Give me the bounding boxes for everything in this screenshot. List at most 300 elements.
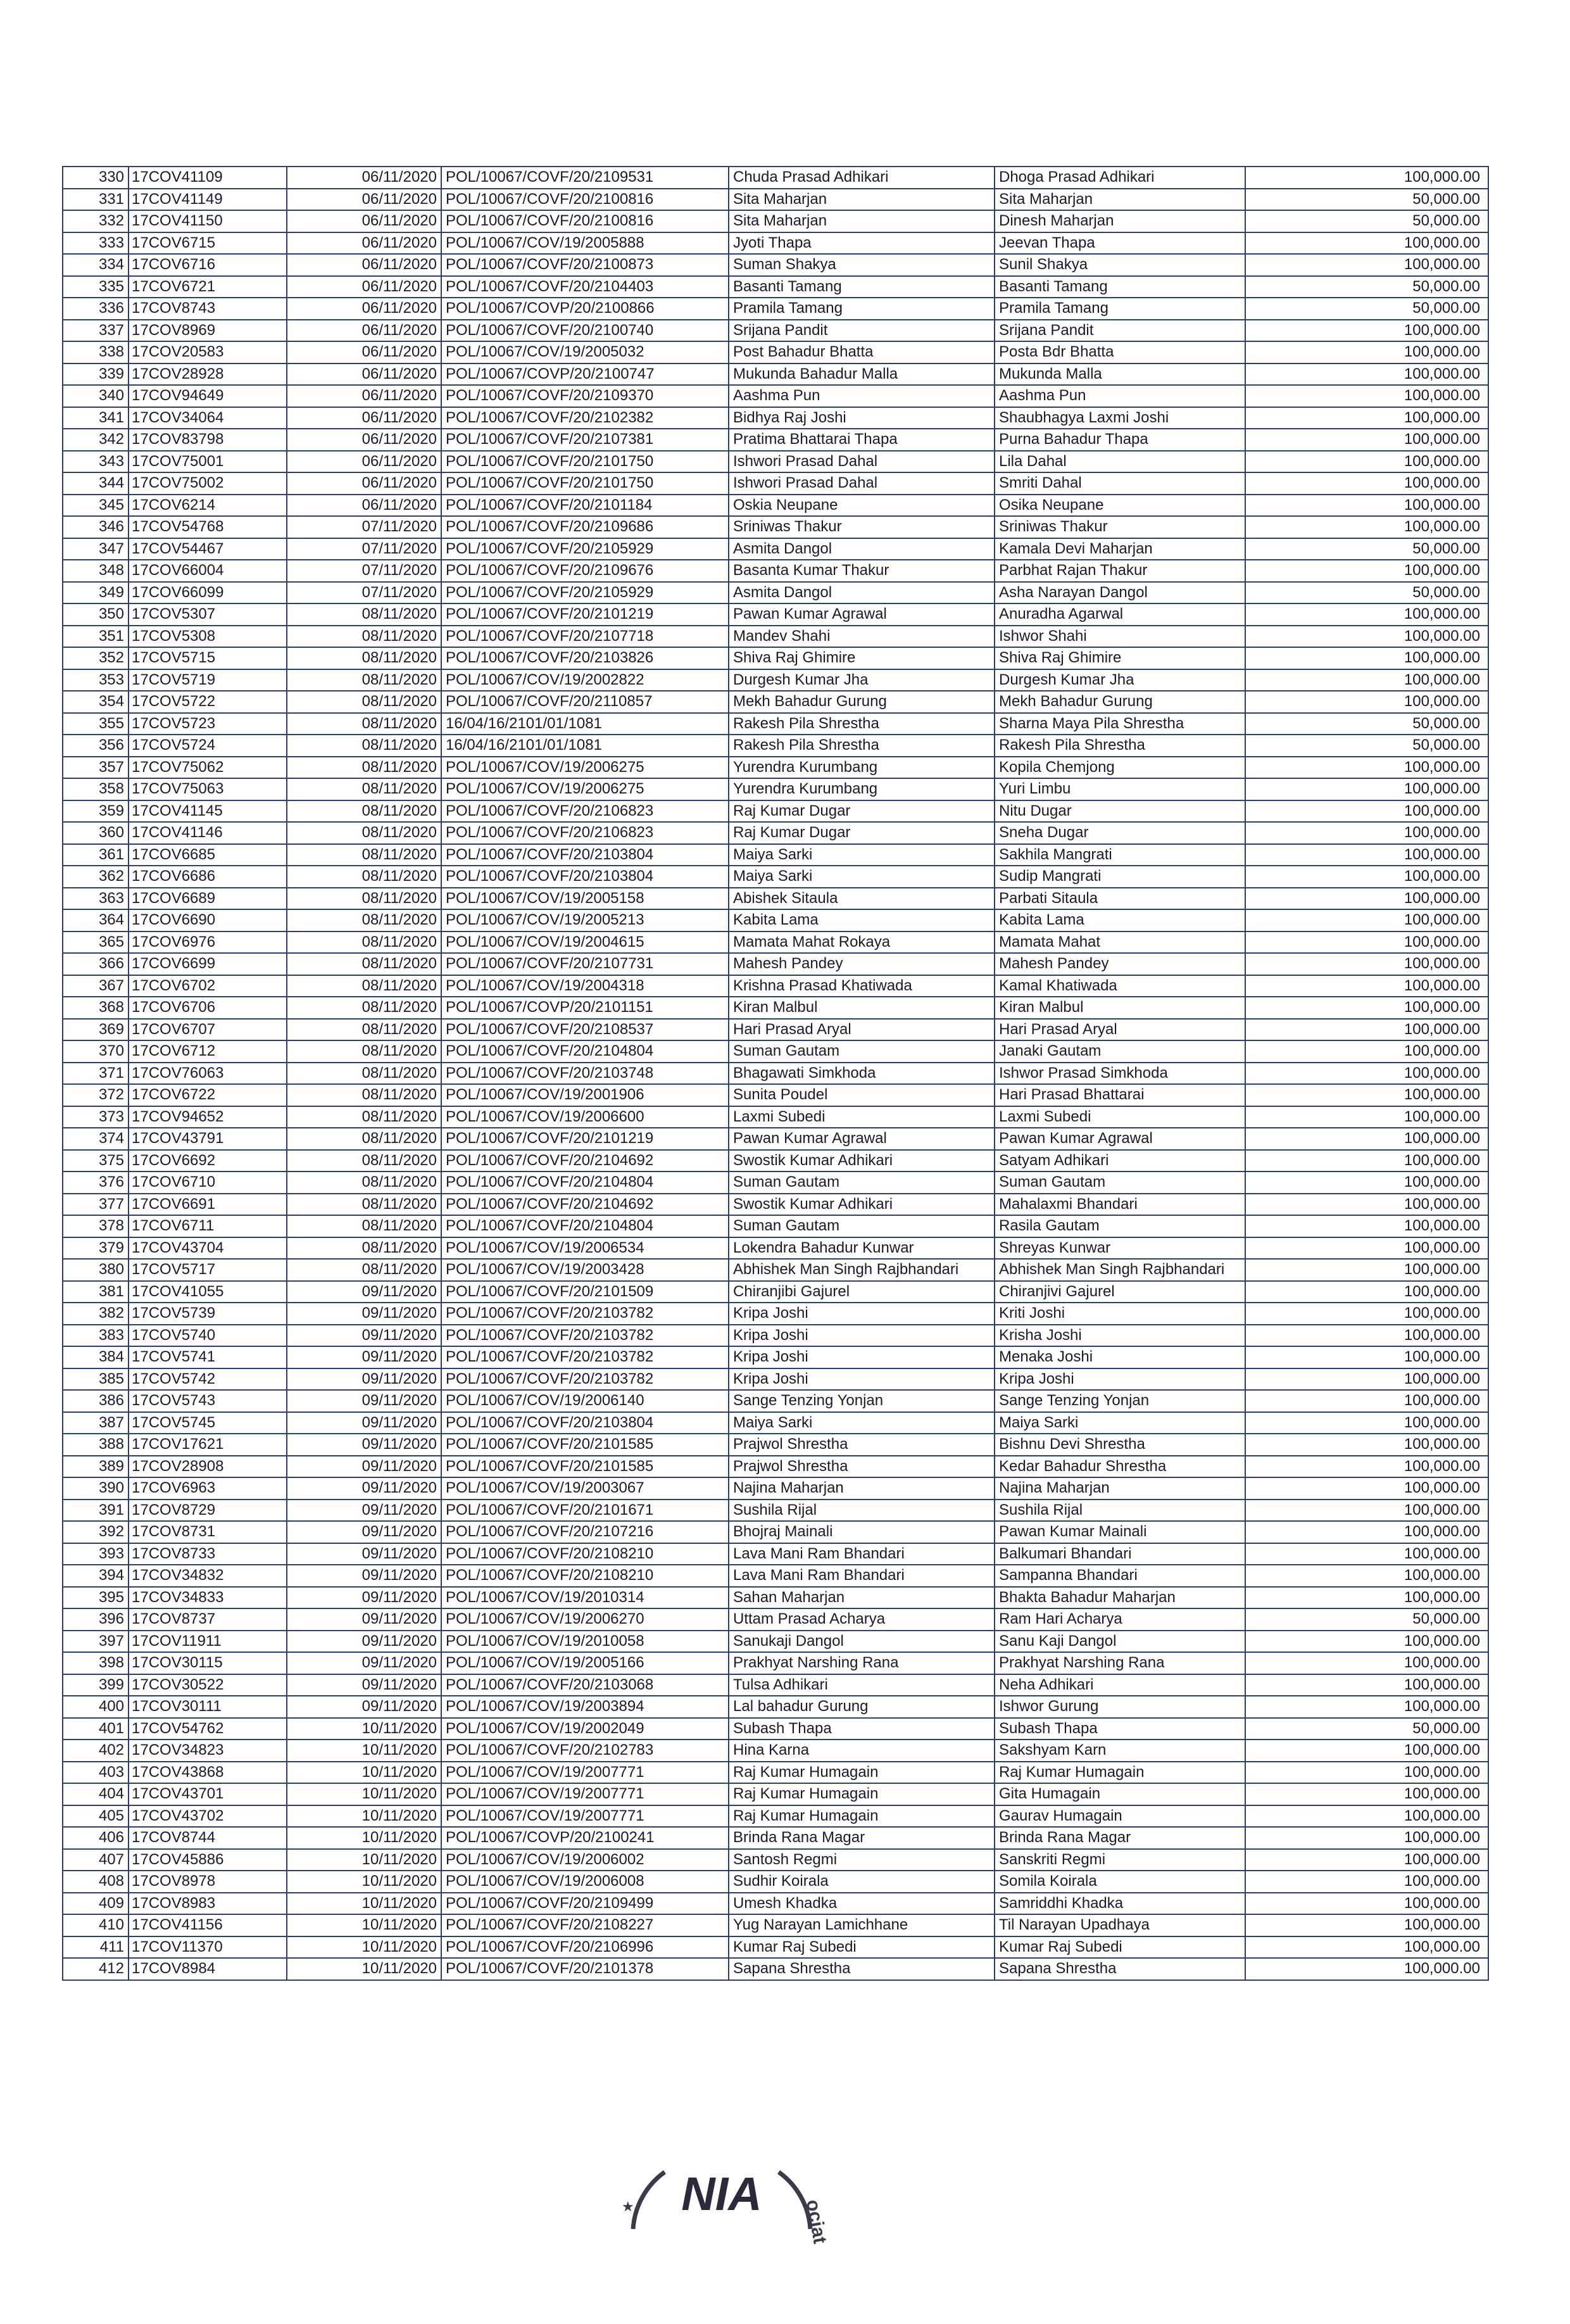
serial-number-cell: 340 <box>63 385 129 407</box>
serial-number-cell: 367 <box>63 975 129 997</box>
policy-number-cell: POL/10067/COVF/20/2105929 <box>441 582 729 604</box>
claim-date-cell: 08/11/2020 <box>287 1128 441 1150</box>
claimant-name-cell: Ishwor Prasad Simkhoda <box>995 1063 1245 1085</box>
claim-amount-cell: 100,000.00 <box>1245 1303 1488 1325</box>
claimant-name-cell: Jeevan Thapa <box>995 232 1245 255</box>
claimant-name-cell: Srijana Pandit <box>995 320 1245 342</box>
claim-date-cell: 08/11/2020 <box>287 1040 441 1063</box>
serial-number-cell: 350 <box>63 603 129 626</box>
claim-id-cell: 17COV41055 <box>129 1281 287 1303</box>
table-row <box>63 1346 1488 1368</box>
insured-name-cell: Ishwori Prasad Dahal <box>729 451 995 473</box>
claim-date-cell: 10/11/2020 <box>287 1936 441 1959</box>
claim-id-cell: 17COV34832 <box>129 1565 287 1587</box>
serial-number-cell: 341 <box>63 407 129 429</box>
insured-name-cell: Aashma Pun <box>729 385 995 407</box>
claim-id-cell: 17COV6963 <box>129 1477 287 1500</box>
policy-number-cell: POL/10067/COVF/20/2108227 <box>441 1914 729 1936</box>
policy-number-cell: POL/10067/COVF/20/2100740 <box>441 320 729 342</box>
claim-date-cell: 09/11/2020 <box>287 1565 441 1587</box>
claim-amount-cell: 100,000.00 <box>1245 1893 1488 1915</box>
table-row <box>63 451 1488 473</box>
claim-id-cell: 17COV6685 <box>129 844 287 866</box>
insured-name-cell: Sita Maharjan <box>729 189 995 211</box>
claimant-name-cell: Balkumari Bhandari <box>995 1543 1245 1565</box>
table-row <box>63 1608 1488 1631</box>
claim-date-cell: 06/11/2020 <box>287 298 441 320</box>
policy-number-cell: POL/10067/COV/19/2007771 <box>441 1762 729 1784</box>
claim-id-cell: 17COV5719 <box>129 669 287 692</box>
policy-number-cell: POL/10067/COV/19/2001906 <box>441 1084 729 1106</box>
claim-amount-cell: 100,000.00 <box>1245 407 1488 429</box>
insured-name-cell: Santosh Regmi <box>729 1849 995 1871</box>
claim-id-cell: 17COV5722 <box>129 691 287 713</box>
claim-id-cell: 17COV54467 <box>129 538 287 560</box>
insured-name-cell: Maiya Sarki <box>729 844 995 866</box>
table-row <box>63 1084 1488 1106</box>
insured-name-cell: Umesh Khadka <box>729 1893 995 1915</box>
serial-number-cell: 380 <box>63 1259 129 1281</box>
table-row <box>63 538 1488 560</box>
serial-number-cell: 331 <box>63 189 129 211</box>
claim-amount-cell: 100,000.00 <box>1245 997 1488 1019</box>
insured-name-cell: Maiya Sarki <box>729 866 995 888</box>
claim-id-cell: 17COV8984 <box>129 1958 287 1980</box>
claim-date-cell: 10/11/2020 <box>287 1849 441 1871</box>
claim-amount-cell: 100,000.00 <box>1245 1390 1488 1412</box>
policy-number-cell: POL/10067/COVF/20/2108210 <box>441 1565 729 1587</box>
claimant-name-cell: Purna Bahadur Thapa <box>995 429 1245 451</box>
claim-id-cell: 17COV83798 <box>129 429 287 451</box>
claim-id-cell: 17COV41145 <box>129 800 287 823</box>
claimant-name-cell: Pramila Tamang <box>995 298 1245 320</box>
claim-id-cell: 17COV45886 <box>129 1849 287 1871</box>
claimant-name-cell: Sushila Rijal <box>995 1500 1245 1522</box>
claim-id-cell: 17COV6712 <box>129 1040 287 1063</box>
claim-id-cell: 17COV20583 <box>129 341 287 363</box>
serial-number-cell: 395 <box>63 1587 129 1609</box>
claim-amount-cell: 50,000.00 <box>1245 276 1488 298</box>
table-row <box>63 1171 1488 1194</box>
claim-date-cell: 09/11/2020 <box>287 1543 441 1565</box>
serial-number-cell: 343 <box>63 451 129 473</box>
claimant-name-cell: Smriti Dahal <box>995 472 1245 495</box>
policy-number-cell: POL/10067/COVF/20/2108537 <box>441 1019 729 1041</box>
claimant-name-cell: Brinda Rana Magar <box>995 1827 1245 1849</box>
policy-number-cell: POL/10067/COVF/20/2104692 <box>441 1150 729 1172</box>
claim-amount-cell: 100,000.00 <box>1245 232 1488 255</box>
claim-id-cell: 17COV6710 <box>129 1171 287 1194</box>
claim-amount-cell: 50,000.00 <box>1245 735 1488 757</box>
policy-number-cell: POL/10067/COV/19/2004318 <box>441 975 729 997</box>
claim-amount-cell: 100,000.00 <box>1245 626 1488 648</box>
claim-date-cell: 08/11/2020 <box>287 778 441 800</box>
claim-id-cell: 17COV54762 <box>129 1718 287 1740</box>
policy-number-cell: POL/10067/COV/19/2005158 <box>441 888 729 910</box>
table-row <box>63 495 1488 517</box>
claim-date-cell: 08/11/2020 <box>287 713 441 735</box>
claimant-name-cell: Sharna Maya Pila Shrestha <box>995 713 1245 735</box>
claim-id-cell: 17COV6699 <box>129 953 287 975</box>
insured-name-cell: Kiran Malbul <box>729 997 995 1019</box>
claim-amount-cell: 100,000.00 <box>1245 757 1488 779</box>
claim-amount-cell: 100,000.00 <box>1245 822 1488 844</box>
claim-date-cell: 08/11/2020 <box>287 975 441 997</box>
claim-amount-cell: 100,000.00 <box>1245 1500 1488 1522</box>
insured-name-cell: Sahan Maharjan <box>729 1587 995 1609</box>
claim-id-cell: 17COV11370 <box>129 1936 287 1959</box>
table-row <box>63 254 1488 276</box>
serial-number-cell: 345 <box>63 495 129 517</box>
claimant-name-cell: Mamata Mahat <box>995 931 1245 954</box>
claim-date-cell: 09/11/2020 <box>287 1521 441 1543</box>
table-row <box>63 1718 1488 1740</box>
serial-number-cell: 354 <box>63 691 129 713</box>
claimant-name-cell: Sneha Dugar <box>995 822 1245 844</box>
insured-name-cell: Hina Karna <box>729 1740 995 1762</box>
table-row <box>63 1543 1488 1565</box>
table-row <box>63 1871 1488 1893</box>
serial-number-cell: 394 <box>63 1565 129 1587</box>
table-row <box>63 1019 1488 1041</box>
table-row <box>63 276 1488 298</box>
serial-number-cell: 393 <box>63 1543 129 1565</box>
table-row <box>63 953 1488 975</box>
claim-date-cell: 06/11/2020 <box>287 385 441 407</box>
policy-number-cell: POL/10067/COV/19/2006002 <box>441 1849 729 1871</box>
table-row <box>63 320 1488 342</box>
claim-amount-cell: 100,000.00 <box>1245 254 1488 276</box>
insured-name-cell: Mekh Bahadur Gurung <box>729 691 995 713</box>
claim-date-cell: 08/11/2020 <box>287 691 441 713</box>
policy-number-cell: POL/10067/COVF/20/2109686 <box>441 516 729 538</box>
serial-number-cell: 389 <box>63 1456 129 1478</box>
insured-name-cell: Prakhyat Narshing Rana <box>729 1652 995 1674</box>
policy-number-cell: POL/10067/COVF/20/2102382 <box>441 407 729 429</box>
claim-amount-cell: 100,000.00 <box>1245 320 1488 342</box>
insured-name-cell: Chuda Prasad Adhikari <box>729 167 995 189</box>
claim-amount-cell: 50,000.00 <box>1245 538 1488 560</box>
serial-number-cell: 351 <box>63 626 129 648</box>
insured-name-cell: Yurendra Kurumbang <box>729 757 995 779</box>
table-row <box>63 363 1488 386</box>
serial-number-cell: 359 <box>63 800 129 823</box>
serial-number-cell: 353 <box>63 669 129 692</box>
policy-number-cell: POL/10067/COVF/20/2106823 <box>441 800 729 823</box>
claim-date-cell: 09/11/2020 <box>287 1390 441 1412</box>
insured-name-cell: Sanukaji Dangol <box>729 1631 995 1653</box>
claim-id-cell: 17COV5739 <box>129 1303 287 1325</box>
table-row <box>63 1631 1488 1653</box>
policy-number-cell: POL/10067/COVF/20/2101585 <box>441 1456 729 1478</box>
table-row <box>63 1893 1488 1915</box>
table-row <box>63 1958 1488 1980</box>
insured-name-cell: Jyoti Thapa <box>729 232 995 255</box>
claimant-name-cell: Sange Tenzing Yonjan <box>995 1390 1245 1412</box>
serial-number-cell: 397 <box>63 1631 129 1653</box>
claim-amount-cell: 100,000.00 <box>1245 1171 1488 1194</box>
insured-name-cell: Bhojraj Mainali <box>729 1521 995 1543</box>
claim-date-cell: 09/11/2020 <box>287 1674 441 1696</box>
claim-date-cell: 08/11/2020 <box>287 757 441 779</box>
insured-name-cell: Raj Kumar Dugar <box>729 800 995 823</box>
policy-number-cell: POL/10067/COV/19/2003428 <box>441 1259 729 1281</box>
table-row <box>63 1500 1488 1522</box>
table-row <box>63 1281 1488 1303</box>
serial-number-cell: 348 <box>63 560 129 582</box>
policy-number-cell: POL/10067/COVF/20/2103068 <box>441 1674 729 1696</box>
insured-name-cell: Abhishek Man Singh Rajbhandari <box>729 1259 995 1281</box>
serial-number-cell: 403 <box>63 1762 129 1784</box>
claimant-name-cell: Satyam Adhikari <box>995 1150 1245 1172</box>
policy-number-cell: POL/10067/COVP/20/2100866 <box>441 298 729 320</box>
claim-amount-cell: 100,000.00 <box>1245 909 1488 931</box>
insured-name-cell: Bidhya Raj Joshi <box>729 407 995 429</box>
policy-number-cell: POL/10067/COVF/20/2101219 <box>441 603 729 626</box>
claim-date-cell: 08/11/2020 <box>287 1150 441 1172</box>
serial-number-cell: 370 <box>63 1040 129 1063</box>
claimant-name-cell: Sampanna Bhandari <box>995 1565 1245 1587</box>
claim-id-cell: 17COV5308 <box>129 626 287 648</box>
claim-id-cell: 17COV66004 <box>129 560 287 582</box>
insured-name-cell: Suman Shakya <box>729 254 995 276</box>
insured-name-cell: Mukunda Bahadur Malla <box>729 363 995 386</box>
insured-name-cell: Rakesh Pila Shrestha <box>729 713 995 735</box>
table-row <box>63 341 1488 363</box>
insured-name-cell: Prajwol Shrestha <box>729 1456 995 1478</box>
claim-id-cell: 17COV76063 <box>129 1063 287 1085</box>
serial-number-cell: 388 <box>63 1434 129 1456</box>
table-row <box>63 822 1488 844</box>
claimant-name-cell: Krisha Joshi <box>995 1325 1245 1347</box>
claimant-name-cell: Dhoga Prasad Adhikari <box>995 167 1245 189</box>
table-row <box>63 1434 1488 1456</box>
claim-amount-cell: 100,000.00 <box>1245 1740 1488 1762</box>
table-row <box>63 735 1488 757</box>
policy-number-cell: POL/10067/COVF/20/2101671 <box>441 1500 729 1522</box>
claim-amount-cell: 100,000.00 <box>1245 1040 1488 1063</box>
serial-number-cell: 383 <box>63 1325 129 1347</box>
claim-id-cell: 17COV28928 <box>129 363 287 386</box>
serial-number-cell: 407 <box>63 1849 129 1871</box>
claim-date-cell: 08/11/2020 <box>287 909 441 931</box>
serial-number-cell: 408 <box>63 1871 129 1893</box>
claim-amount-cell: 100,000.00 <box>1245 1696 1488 1718</box>
policy-number-cell: POL/10067/COVF/20/2107381 <box>441 429 729 451</box>
policy-number-cell: POL/10067/COVF/20/2100816 <box>441 210 729 232</box>
insured-name-cell: Srijana Pandit <box>729 320 995 342</box>
claim-amount-cell: 100,000.00 <box>1245 931 1488 954</box>
table-row <box>63 1936 1488 1959</box>
insured-name-cell: Raj Kumar Humagain <box>729 1783 995 1805</box>
serial-number-cell: 365 <box>63 931 129 954</box>
claim-amount-cell: 100,000.00 <box>1245 1762 1488 1784</box>
policy-number-cell: POL/10067/COVF/20/2103826 <box>441 647 729 669</box>
claimant-name-cell: Nitu Dugar <box>995 800 1245 823</box>
serial-number-cell: 360 <box>63 822 129 844</box>
insured-name-cell: Suman Gautam <box>729 1171 995 1194</box>
table-row <box>63 582 1488 604</box>
insured-name-cell: Mahesh Pandey <box>729 953 995 975</box>
table-row <box>63 560 1488 582</box>
insured-name-cell: Yug Narayan Lamichhane <box>729 1914 995 1936</box>
claim-date-cell: 09/11/2020 <box>287 1303 441 1325</box>
serial-number-cell: 400 <box>63 1696 129 1718</box>
claimant-name-cell: Posta Bdr Bhatta <box>995 341 1245 363</box>
claimant-name-cell: Basanti Tamang <box>995 276 1245 298</box>
claim-date-cell: 09/11/2020 <box>287 1456 441 1478</box>
serial-number-cell: 372 <box>63 1084 129 1106</box>
policy-number-cell: POL/10067/COV/19/2007771 <box>441 1805 729 1828</box>
claimant-name-cell: Chiranjivi Gajurel <box>995 1281 1245 1303</box>
insured-name-cell: Kripa Joshi <box>729 1368 995 1391</box>
insured-name-cell: Lava Mani Ram Bhandari <box>729 1543 995 1565</box>
claim-date-cell: 06/11/2020 <box>287 320 441 342</box>
insured-name-cell: Krishna Prasad Khatiwada <box>729 975 995 997</box>
claim-date-cell: 09/11/2020 <box>287 1368 441 1391</box>
insured-name-cell: Suman Gautam <box>729 1215 995 1237</box>
serial-number-cell: 390 <box>63 1477 129 1500</box>
claim-amount-cell: 100,000.00 <box>1245 167 1488 189</box>
serial-number-cell: 410 <box>63 1914 129 1936</box>
table-row <box>63 298 1488 320</box>
table-row <box>63 603 1488 626</box>
claim-amount-cell: 100,000.00 <box>1245 1237 1488 1260</box>
claim-date-cell: 06/11/2020 <box>287 189 441 211</box>
claim-date-cell: 06/11/2020 <box>287 451 441 473</box>
claimant-name-cell: Yuri Limbu <box>995 778 1245 800</box>
serial-number-cell: 375 <box>63 1150 129 1172</box>
claim-date-cell: 09/11/2020 <box>287 1412 441 1434</box>
claim-amount-cell: 100,000.00 <box>1245 1871 1488 1893</box>
policy-number-cell: POL/10067/COVP/20/2100241 <box>441 1827 729 1849</box>
policy-number-cell: POL/10067/COVF/20/2109499 <box>441 1893 729 1915</box>
claimant-name-cell: Kriti Joshi <box>995 1303 1245 1325</box>
insured-name-cell: Kripa Joshi <box>729 1325 995 1347</box>
claimant-name-cell: Sita Maharjan <box>995 189 1245 211</box>
claim-id-cell: 17COV75063 <box>129 778 287 800</box>
policy-number-cell: POL/10067/COV/19/2006275 <box>441 757 729 779</box>
claim-amount-cell: 100,000.00 <box>1245 1652 1488 1674</box>
claimant-name-cell: Somila Koirala <box>995 1871 1245 1893</box>
claim-id-cell: 17COV94652 <box>129 1106 287 1128</box>
claim-id-cell: 17COV75002 <box>129 472 287 495</box>
serial-number-cell: 412 <box>63 1958 129 1980</box>
serial-number-cell: 352 <box>63 647 129 669</box>
claim-id-cell: 17COV8737 <box>129 1608 287 1631</box>
insured-name-cell: Bhagawati Simkhoda <box>729 1063 995 1085</box>
claim-date-cell: 06/11/2020 <box>287 276 441 298</box>
policy-number-cell: POL/10067/COV/19/2006140 <box>441 1390 729 1412</box>
serial-number-cell: 406 <box>63 1827 129 1849</box>
policy-number-cell: POL/10067/COVF/20/2109676 <box>441 560 729 582</box>
policy-number-cell: 16/04/16/2101/01/1081 <box>441 713 729 735</box>
table-row <box>63 1040 1488 1063</box>
insured-name-cell: Lal bahadur Gurung <box>729 1696 995 1718</box>
claim-amount-cell: 100,000.00 <box>1245 603 1488 626</box>
claimant-name-cell: Parbati Sitaula <box>995 888 1245 910</box>
claim-id-cell: 17COV6689 <box>129 888 287 910</box>
claim-date-cell: 06/11/2020 <box>287 232 441 255</box>
claim-id-cell: 17COV6690 <box>129 909 287 931</box>
claimant-name-cell: Mahesh Pandey <box>995 953 1245 975</box>
claimant-name-cell: Mahalaxmi Bhandari <box>995 1194 1245 1216</box>
policy-number-cell: POL/10067/COVF/20/2101509 <box>441 1281 729 1303</box>
insured-name-cell: Basanti Tamang <box>729 276 995 298</box>
insured-name-cell: Sapana Shrestha <box>729 1958 995 1980</box>
claim-id-cell: 17COV17621 <box>129 1434 287 1456</box>
claim-id-cell: 17COV6691 <box>129 1194 287 1216</box>
claimant-name-cell: Aashma Pun <box>995 385 1245 407</box>
claim-date-cell: 08/11/2020 <box>287 626 441 648</box>
claimant-name-cell: Najina Maharjan <box>995 1477 1245 1500</box>
claim-amount-cell: 100,000.00 <box>1245 1914 1488 1936</box>
claim-date-cell: 09/11/2020 <box>287 1281 441 1303</box>
serial-number-cell: 361 <box>63 844 129 866</box>
claim-date-cell: 08/11/2020 <box>287 866 441 888</box>
claim-id-cell: 17COV5723 <box>129 713 287 735</box>
claim-date-cell: 07/11/2020 <box>287 582 441 604</box>
table-row <box>63 647 1488 669</box>
claim-amount-cell: 100,000.00 <box>1245 341 1488 363</box>
table-row <box>63 713 1488 735</box>
claim-date-cell: 06/11/2020 <box>287 167 441 189</box>
claim-id-cell: 17COV8729 <box>129 1500 287 1522</box>
table-row <box>63 1521 1488 1543</box>
claimant-name-cell: Asha Narayan Dangol <box>995 582 1245 604</box>
insured-name-cell: Asmita Dangol <box>729 538 995 560</box>
claim-amount-cell: 100,000.00 <box>1245 1783 1488 1805</box>
table-row <box>63 1477 1488 1500</box>
claim-amount-cell: 100,000.00 <box>1245 1019 1488 1041</box>
claim-id-cell: 17COV94649 <box>129 385 287 407</box>
serial-number-cell: 391 <box>63 1500 129 1522</box>
claim-id-cell: 17COV6716 <box>129 254 287 276</box>
table-row <box>63 1674 1488 1696</box>
claimant-name-cell: Kumar Raj Subedi <box>995 1936 1245 1959</box>
claim-id-cell: 17COV43701 <box>129 1783 287 1805</box>
serial-number-cell: 401 <box>63 1718 129 1740</box>
claim-id-cell: 17COV66099 <box>129 582 287 604</box>
policy-number-cell: POL/10067/COV/19/2006600 <box>441 1106 729 1128</box>
claimant-name-cell: Mukunda Malla <box>995 363 1245 386</box>
serial-number-cell: 333 <box>63 232 129 255</box>
table-row <box>63 1303 1488 1325</box>
claim-amount-cell: 100,000.00 <box>1245 560 1488 582</box>
claim-date-cell: 09/11/2020 <box>287 1631 441 1653</box>
claim-id-cell: 17COV5745 <box>129 1412 287 1434</box>
insured-name-cell: Swostik Kumar Adhikari <box>729 1150 995 1172</box>
policy-number-cell: POL/10067/COV/19/2003067 <box>441 1477 729 1500</box>
policy-number-cell: POL/10067/COV/19/2002822 <box>441 669 729 692</box>
claim-id-cell: 17COV54768 <box>129 516 287 538</box>
claim-id-cell: 17COV5717 <box>129 1259 287 1281</box>
claim-date-cell: 08/11/2020 <box>287 1019 441 1041</box>
table-row <box>63 975 1488 997</box>
claim-id-cell: 17COV43868 <box>129 1762 287 1784</box>
claimant-name-cell: Durgesh Kumar Jha <box>995 669 1245 692</box>
policy-number-cell: POL/10067/COV/19/2003894 <box>441 1696 729 1718</box>
claim-amount-cell: 100,000.00 <box>1245 1368 1488 1391</box>
table-row <box>63 189 1488 211</box>
table-row <box>63 1106 1488 1128</box>
serial-number-cell: 366 <box>63 953 129 975</box>
insured-name-cell: Oskia Neupane <box>729 495 995 517</box>
table-row <box>63 1914 1488 1936</box>
policy-number-cell: POL/10067/COVF/20/2109370 <box>441 385 729 407</box>
claim-id-cell: 17COV28908 <box>129 1456 287 1478</box>
policy-number-cell: POL/10067/COVF/20/2100816 <box>441 189 729 211</box>
